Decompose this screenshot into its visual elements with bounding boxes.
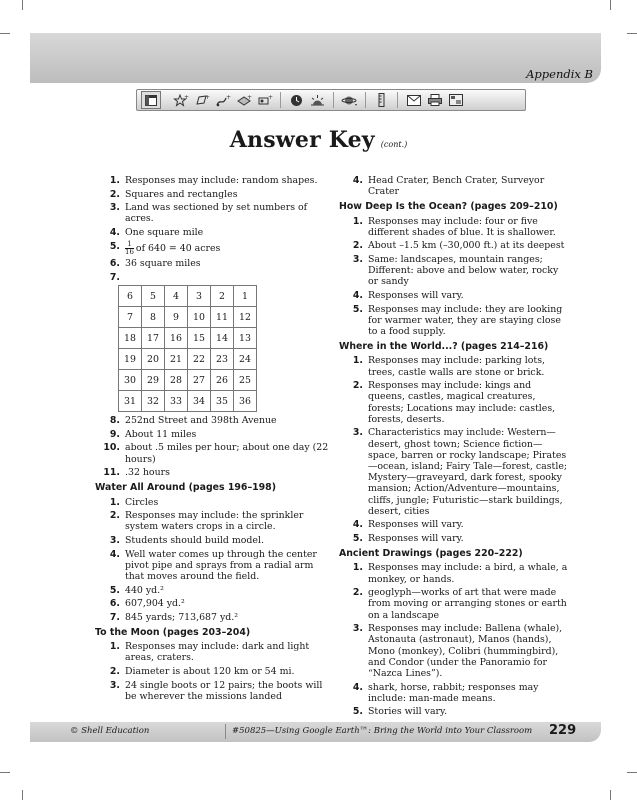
list-item: 8. 252nd Street and 398th Avenue [109,415,277,427]
grid-cell: 15 [188,328,211,349]
list-item: 7. [109,271,120,283]
grid-cell: 29 [142,370,165,391]
view-in-maps-icon[interactable] [446,92,465,108]
grid-cell: 7 [119,307,142,328]
grid-cell: 4 [165,286,188,307]
title-main: Answer Key [229,127,375,153]
grid-cell: 14 [211,328,234,349]
grid-cell: 30 [119,370,142,391]
grid-row [119,328,257,349]
list-item: 1. Responses may include: random shapes. [109,175,318,186]
list-item: 2. Responses may include: the sprinkler system waters crops in a circle. [109,510,304,533]
grid-cell: 13 [234,328,257,349]
crop-mark [610,790,611,800]
sunlight-icon[interactable] [308,92,327,108]
toolbar-divider [365,92,366,108]
list-item: 4. Well water comes up through the center pivot pipe and sprays from a radial arm that moves around the field. [109,548,317,582]
historical-imagery-icon[interactable] [287,92,306,108]
list-item: 1. Responses may include: a bird, a whale, a monkey, or hands. [352,562,568,585]
list-item: 1. Responses may include: dark and light areas, craters. [109,641,310,664]
list-item: 1. Circles [109,496,159,508]
header-bar [30,33,601,83]
crop-mark [22,790,23,800]
grid-cell: 33 [165,391,188,412]
toolbar-divider [280,92,281,108]
list-item: 5. Stories will vary. [352,706,448,718]
grid-cell: 10 [188,307,211,328]
sidebar-icon[interactable] [141,91,161,109]
grid-row [119,286,257,307]
grid-row [119,391,257,412]
right-column [339,175,569,720]
grid-cell: 1 [234,286,257,307]
grid-cell: 3 [188,286,211,307]
list-item: 2. About –1.5 km (–30,000 ft.) at its deepest [352,240,565,252]
section-heading: How Deep Is the Ocean? (pages 209–210) [339,201,558,213]
list-item: 3. Students should build model. [109,534,264,546]
list-item: 1. Responses may include: four or five different shades of blue. It is shallower. [352,215,556,238]
list-item: 5. $\frac{1}{16}$ of 640 = 40 acres [109,239,221,256]
grid-cell: 35 [211,391,234,412]
section-heading: To the Moon (pages 203–204) [95,626,251,638]
list-item: 6. 36 square miles [109,257,201,269]
grid-cell: 24 [234,349,257,370]
placemark-icon[interactable] [171,92,190,108]
record-tour-icon[interactable] [255,92,274,108]
grid-cell: 34 [188,391,211,412]
list-item: 4. shark, horse, rabbit; responses may include: man-made means. [352,681,539,704]
grid-cell: 16 [165,328,188,349]
grid-row [119,370,257,391]
crop-mark [0,772,10,773]
grid-cell: 32 [142,391,165,412]
image-overlay-icon[interactable] [234,92,253,108]
grid-row [119,307,257,328]
list-item: 3. Same: landscapes, mountain ranges; Different: above and below water, rocky or sandy [352,254,559,288]
list-item: 3. Responses may include: Ballena (whale), Astonauta (astronaut), Manos (hands), Mono (monkey), Colibri (hummingbird), and Condor (under the Panoramio for “Nazca Lines”). [352,623,563,680]
page-title [0,127,637,153]
list-item: 4. Head Crater, Bench Crater, Surveyor Crater [352,175,545,198]
toolbar-divider [333,92,334,108]
list-item: 5. 440 yd.² [109,584,164,596]
grid-cell: 31 [119,391,142,412]
section-heading: Where in the World...? (pages 214–216) [339,341,549,353]
crop-mark [610,0,611,10]
list-item: 6. 607,904 yd.² [109,598,185,610]
grid-row [119,349,257,370]
crop-mark [627,33,637,34]
list-item: 2. Diameter is about 120 km or 54 mi. [109,665,295,677]
list-item: 4. Responses will vary. [352,290,464,301]
grid-cell: 18 [119,328,142,349]
footer-publisher: © Shell Education [70,726,150,736]
list-item: 4. One square mile [109,226,204,238]
appendix-label: Appendix B [526,67,593,81]
list-item: 3. Land was sectioned by set numbers of acres. [109,202,308,225]
list-item: 2. geoglyph—works of art that were made from moving or arranging stones or earth on a landscape [352,587,567,621]
grid-cell: 20 [142,349,165,370]
footer-book-title: #50825—Using Google Earth™: Bring the World into Your Classroom [232,726,533,736]
left-column [95,175,333,704]
grid-cell: 11 [211,307,234,328]
grid-cell: 9 [165,307,188,328]
grid-cell: 28 [165,370,188,391]
list-item: 3. 24 single boots or 12 pairs; the boots will be wherever the missions landed [109,679,323,702]
list-item: 5. Responses may include: they are looking for warmer water, they are staying close to a food supply. [352,303,563,337]
grid-cell: 23 [211,349,234,370]
footer-divider [225,724,226,739]
grid-cell: 27 [188,370,211,391]
grid-cell: 22 [188,349,211,370]
list-item: 10. about .5 miles per hour; about one day (22 hours) [103,442,329,465]
page-number: 229 [549,723,577,738]
svg-text:+: + [225,93,231,101]
grid-cell: 5 [142,286,165,307]
list-item: 2. Squares and rectangles [109,188,238,200]
title-sub: (cont.) [380,140,408,149]
email-icon[interactable] [404,92,423,108]
path-icon[interactable] [213,92,232,108]
list-item: 2. Responses may include: kings and queens, castles, magical creatures, forests; Locations may include: castles, forests, deserts. [352,380,556,425]
earth-toolbar [136,89,526,111]
crop-mark [0,33,10,34]
grid-cell: 19 [119,349,142,370]
list-item: 11. .32 hours [103,467,170,479]
crop-mark [627,772,637,773]
list-item: 9. About 11 miles [109,428,197,440]
grid-cell: 6 [119,286,142,307]
polygon-icon[interactable] [192,92,211,108]
section-heading: Ancient Drawings (pages 220–222) [339,548,523,560]
grid-cell: 17 [142,328,165,349]
grid-cell: 26 [211,370,234,391]
list-item: 4. Responses will vary. [352,519,464,531]
svg-text:+: + [183,93,189,101]
grid-cell: 36 [234,391,257,412]
grid-cell: 8 [142,307,165,328]
planets-icon[interactable] [340,92,359,108]
print-icon[interactable] [425,92,444,108]
svg-text:+: + [204,93,210,101]
toolbar-divider [397,92,398,108]
svg-text:+: + [267,93,273,101]
grid-cell: 2 [211,286,234,307]
list-item: 3. Characteristics may include: Western—desert, ghost town; Science fiction—space, barren or rocky landscape; Pirates—ocean, island; Fairy Tale—forest, castle; Mystery—graveyard, dark forest, spooky mansion; Action/Adventure—mountains, cliffs, jungle; Futuristic—stark buildings, desert, cities [352,427,568,517]
grid-cell: 21 [165,349,188,370]
fraction: $\frac{1}{16}$ [125,239,134,256]
township-grid [118,285,257,412]
list-item: 5. Responses will vary. [352,533,464,545]
grid-cell: 12 [234,307,257,328]
svg-text:+: + [246,93,252,101]
list-item: 1. Responses may include: parking lots, trees, castle walls are stone or brick. [352,355,545,378]
ruler-icon[interactable] [372,92,391,108]
section-heading: Water All Around (pages 196–198) [95,482,276,494]
grid-cell: 25 [234,370,257,391]
list-item: 7. 845 yards; 713,687 yd.² [109,611,238,623]
crop-mark [22,0,23,10]
